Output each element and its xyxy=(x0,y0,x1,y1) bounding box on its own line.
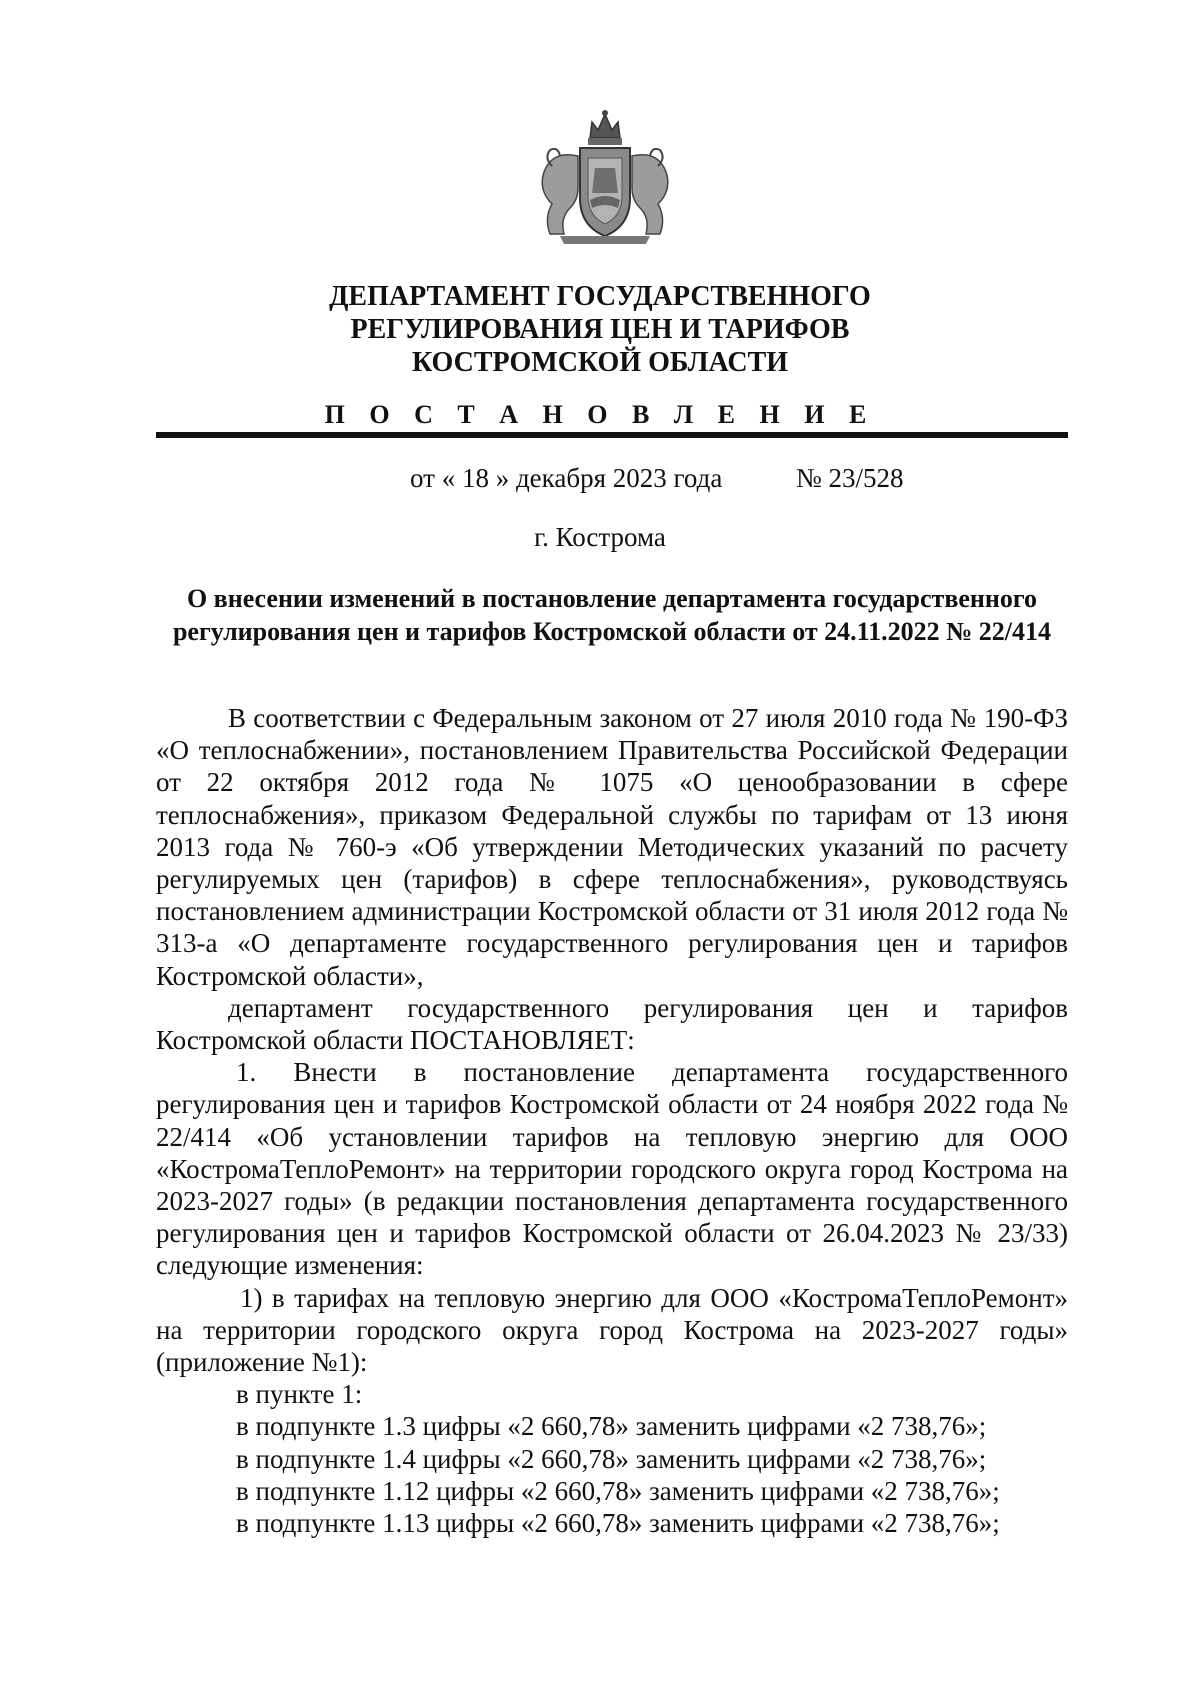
header-divider xyxy=(156,432,1068,438)
document-title-line: регулирования цен и тарифов Костромской области от 24.11.2022 № 22/414 xyxy=(172,617,1052,646)
coat-of-arms-emblem xyxy=(530,108,680,248)
department-header xyxy=(160,280,1040,379)
body-paragraph: департамент государственного регулирования цен и тарифов Костромской области ПОСТАНОВЛЯЕТ: xyxy=(156,992,1068,1056)
document-title xyxy=(156,582,1068,648)
body-list-item: в подпункте 1.13 цифры «2 660,78» заменить цифрами «2 738,76»; xyxy=(236,1508,1000,1539)
body-list-item: в подпункте 1.3 цифры «2 660,78» заменить цифрами «2 738,76»; xyxy=(236,1411,987,1442)
document-date: от « 18 » декабря 2023 года xyxy=(410,463,723,493)
body-list-item: в пункте 1: xyxy=(236,1379,363,1410)
body-list-item: в подпункте 1.4 цифры «2 660,78» заменить цифрами «2 738,76»; xyxy=(236,1443,987,1474)
department-header-line: РЕГУЛИРОВАНИЯ ЦЕН И ТАРИФОВ xyxy=(350,314,850,345)
document-number: № 23/528 xyxy=(796,463,904,493)
document-type: П О С Т А Н О В Л Е Н И Е xyxy=(324,400,876,429)
document-body xyxy=(156,702,1068,1539)
body-paragraph: В соответствии с Федеральным законом от 27 июля 2010 года № 190-ФЗ «О теплоснабжении», постановлением Правительства Российской Федерации от 22 октября 2012 года № 1075 «О ценообразовании в сфере теплоснабжения», приказом Федеральной службы по тарифам от 13 июня 2013 года № 760-э «Об утверждении Методических указаний по расчету регулируемых цен (тарифов) в сфере теплоснабжения», руководствуясь постановлением администрации Костромской области от 31 июля 2012 года № 313-а «О департаменте государственного регулирования цен и тарифов Костромской области», xyxy=(156,703,1068,991)
document-title-line: О внесении изменений в постановление департамента государственного xyxy=(186,584,1038,613)
department-header-line: КОСТРОМСКОЙ ОБЛАСТИ xyxy=(411,347,789,378)
body-paragraph: 1. Внести в постановление департамента государственного регулирования цен и тарифов Костромской области от 24 ноября 2022 года № 22/414 «Об установлении тарифов на тепловую энергию для ООО «КостромаТеплоРемонт» на территории городского округа город Кострома на 2023-2027 годы» (в редакции постановления департамента государственного регулирования цен и тарифов Костромской области от 26.04.2023 № 23/33) следующие изменения: xyxy=(156,1057,1068,1281)
document-city: г. Кострома xyxy=(534,522,666,552)
department-header-line: ДЕПАРТАМЕНТ ГОСУДАРСТВЕННОГО xyxy=(329,281,871,312)
body-list-item: в подпункте 1.12 цифры «2 660,78» заменить цифрами «2 738,76»; xyxy=(236,1475,1000,1506)
body-paragraph: 1) в тарифах на тепловую энергию для ООО «КостромаТеплоРемонт» на территории городского округа город Кострома на 2023-2027 годы» (приложение №1): xyxy=(156,1282,1068,1378)
